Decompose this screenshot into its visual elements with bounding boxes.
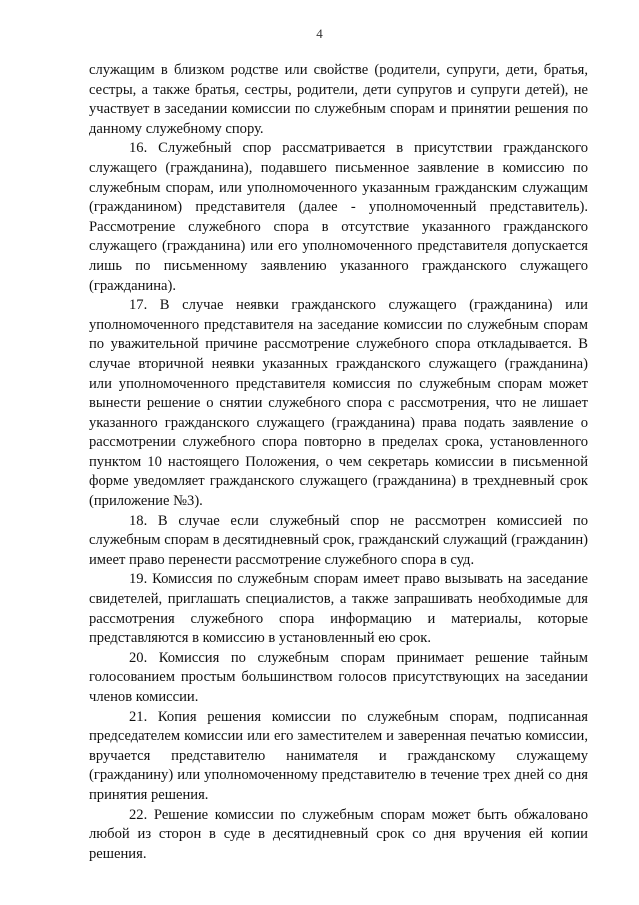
document-body xyxy=(89,61,588,864)
paragraph-20: 20. Комиссия по служебным спорам принимает решение тайным голосованием простым большинством голосов присутствующих на заседании членов комиссии. xyxy=(89,649,588,705)
paragraph-18: 18. В случае если служебный спор не рассмотрен комиссией по служебным спорам в десятидневный срок, гражданский служащий (гражданин) имеет право перенести рассмотрение служебного спора в суд. xyxy=(89,512,588,568)
paragraph-22: 22. Решение комиссии по служебным спорам может быть обжаловано любой из сторон в суде в десятидневный срок со дня вручения ей копии решения. xyxy=(89,806,588,862)
paragraph-19: 19. Комиссия по служебным спорам имеет право вызывать на заседание свидетелей, приглашать специалистов, а также запрашивать необходимые для рассмотрения служебного спора информацию и материалы, которые представляются в комиссию в установленный ею срок. xyxy=(89,571,588,647)
paragraph-21: 21. Копия решения комиссии по служебным спорам, подписанная председателем комиссии или его заместителем и заверенная печатью комиссии, вручается представителю нанимателя и гражданскому служащему (гражданину) или уполномоченному представителю в течение трех дней со дня принятия решения. xyxy=(89,708,588,803)
paragraph-16: 16. Служебный спор рассматривается в присутствии гражданского служащего (гражданина), подавшего письменное заявление в комиссию по служебным спорам, или уполномоченного указанным гражданским служащим (гражданином) представителя (далее - уполномоченный представитель). Рассмотрение служебного спора в отсутствие указанного гражданского служащего (гражданина) или его уполномоченного представителя допускается лишь по письменному заявлению указанного гражданского служащего (гражданина). xyxy=(89,140,588,294)
page-number: 4 xyxy=(316,26,323,41)
paragraph-17: 17. В случае неявки гражданского служащего (гражданина) или уполномоченного представителя на заседание комиссии по служебным спорам по уважительной причине рассмотрение служебного спора откладывается. В случае вторичной неявки указанных гражданского служащего (гражданина) или уполномоченного представителя комиссия по служебным спорам может вынести решение о снятии служебного спора с рассмотрения, что не лишает указанного гражданского служащего (гражданина) права подать заявление о рассмотрении служебного спора повторно в пределах срока, установленного пунктом 10 настоящего Положения, о чем секретарь комиссии в письменной форме уведомляет гражданского служащего (гражданина) в трехдневный срок (приложение №3). xyxy=(89,297,588,510)
paragraph-continuation: служащим в близком родстве или свойстве (родители, супруги, дети, братья, сестры, а также братья, сестры, родители, дети супругов и супруги детей), не участвует в заседании комиссии по служебным спорам и принятии решения по данному служебному спору. xyxy=(89,62,588,137)
